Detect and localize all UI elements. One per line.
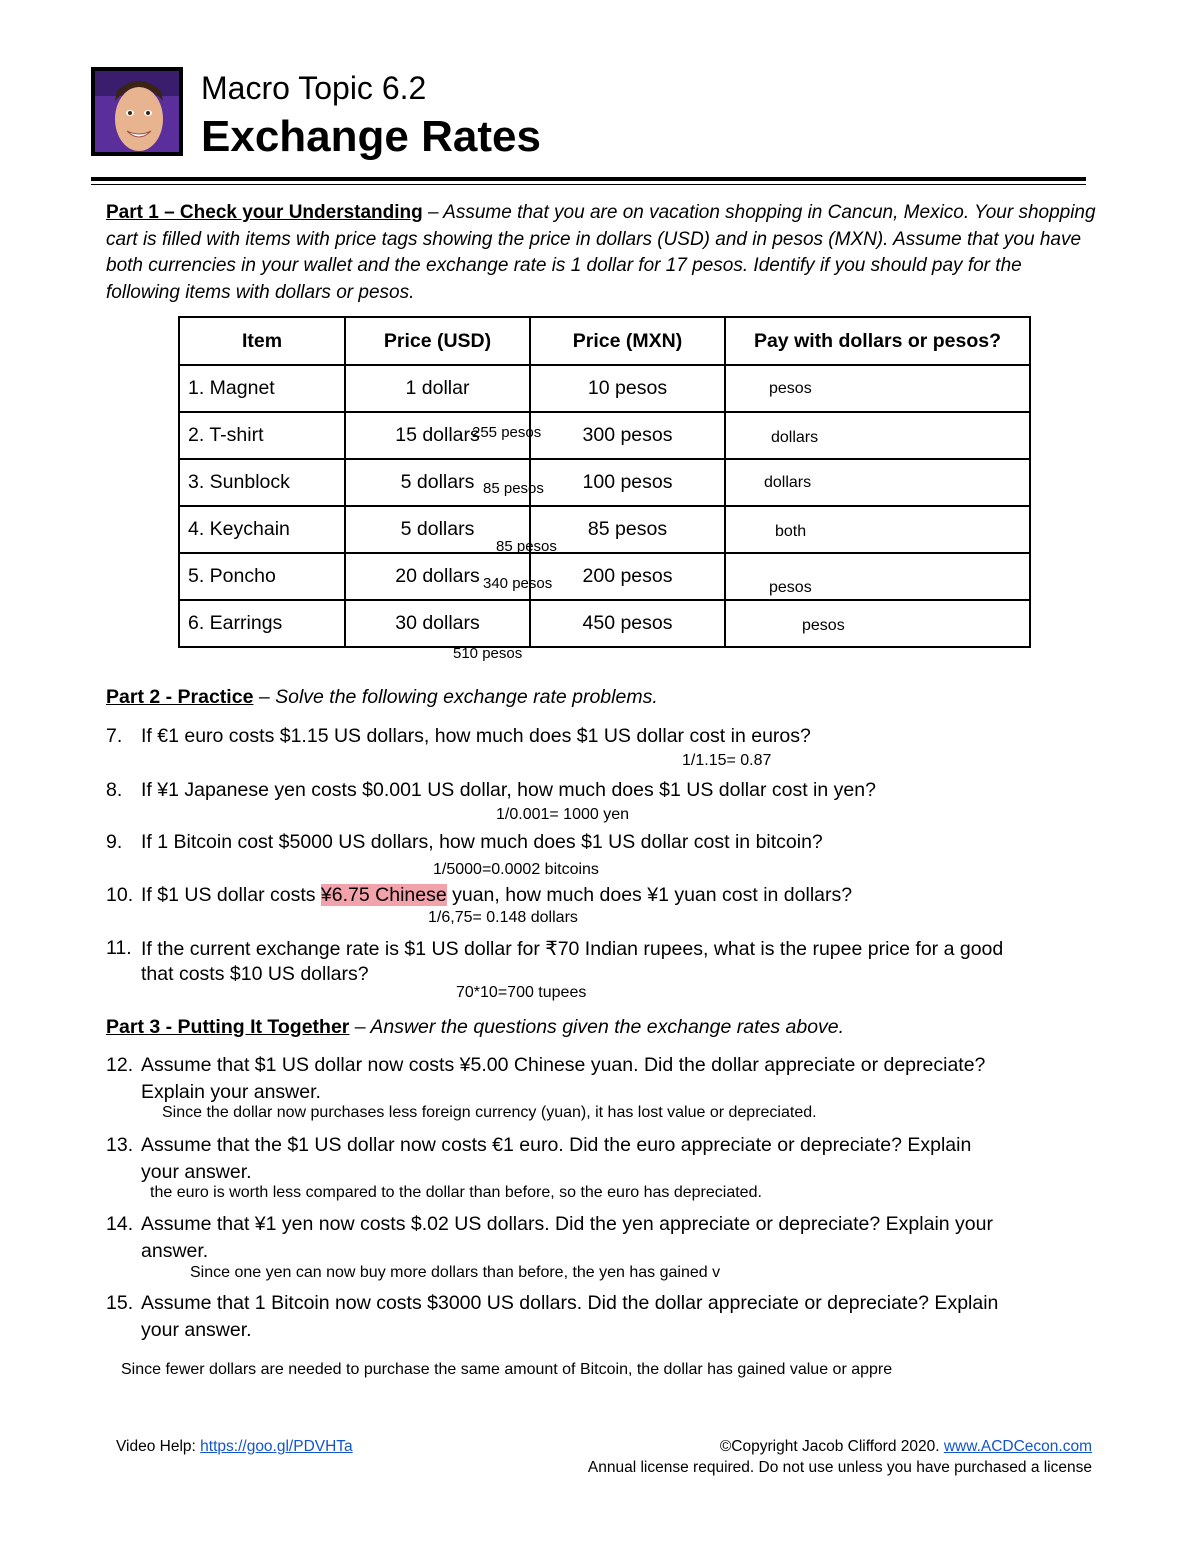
cell-usd: 5 dollars <box>345 459 530 506</box>
license-note: Annual license required. Do not use unless you have purchased a license <box>587 1459 1092 1476</box>
col-header-usd: Price (USD) <box>345 317 530 365</box>
video-help <box>116 1438 353 1456</box>
q15-answer: Since fewer dollars are needed to purchase the same amount of Bitcoin, the dollar has gained value or appre <box>121 1361 893 1378</box>
q12-line2: Explain your answer. <box>141 1081 321 1103</box>
q9-text: If 1 Bitcoin cost $5000 US dollars, how much does $1 US dollar cost in bitcoin? <box>141 831 823 853</box>
q14-line2: answer. <box>141 1240 209 1262</box>
q10-post: yuan, how much does ¥1 yuan cost in dollars? <box>446 884 853 906</box>
q14-line1: Assume that ¥1 yen now costs $.02 US dollars. Did the yen appreciate or depreciate? Explain your <box>141 1213 993 1235</box>
cell-item: 1. Magnet <box>179 365 345 412</box>
table-row <box>179 412 1030 459</box>
q12-line1: Assume that $1 US dollar now costs ¥5.00 Chinese yuan. Did the dollar appreciate or depreciate? <box>141 1054 986 1076</box>
q7-number: 7. <box>106 725 123 747</box>
part2-text: – Solve the following exchange rate problems. <box>253 686 658 708</box>
copyright-text: ©Copyright Jacob Clifford 2020. <box>719 1438 944 1455</box>
q10-number: 10. <box>106 884 134 906</box>
q15-line1: Assume that 1 Bitcoin now costs $3000 US dollars. Did the dollar appreciate or depreciate? Explain <box>141 1292 999 1314</box>
answer-row4: both <box>775 523 807 540</box>
header-divider-thin <box>91 184 1086 185</box>
part1-heading: Part 1 – Check your Understanding <box>106 202 423 223</box>
video-help-link[interactable]: https://goo.gl/PDVHTa <box>200 1438 353 1455</box>
q14-answer: Since one yen can now buy more dollars than before, the yen has gained v <box>190 1264 721 1281</box>
cell-item: 5. Poncho <box>179 553 345 600</box>
cell-item: 6. Earrings <box>179 600 345 647</box>
note-row6: 510 pesos <box>453 645 523 662</box>
cell-answer <box>725 506 1030 553</box>
cell-answer <box>725 600 1030 647</box>
answer-row5: pesos <box>769 579 812 596</box>
cell-mxn: 300 pesos <box>530 412 725 459</box>
cell-mxn: 10 pesos <box>530 365 725 412</box>
copyright <box>720 1438 1092 1456</box>
part2-header <box>106 686 658 709</box>
q14-number: 14. <box>106 1213 134 1235</box>
cell-usd: 5 dollars <box>345 506 530 553</box>
table-row <box>179 553 1030 600</box>
q11-line2: that costs $10 US dollars? <box>141 963 369 985</box>
q7-work: 1/1.15= 0.87 <box>682 752 772 769</box>
answer-row1: pesos <box>769 380 812 397</box>
cell-usd: 1 dollar <box>345 365 530 412</box>
part2-heading: Part 2 - Practice <box>106 686 254 708</box>
part1-instructions <box>106 200 1096 306</box>
q10-pre: If $1 US dollar costs <box>141 884 321 906</box>
author-face-image <box>95 71 179 152</box>
q13-answer: the euro is worth less compared to the dollar than before, so the euro has depreciated. <box>150 1184 762 1201</box>
cell-item: 2. T-shirt <box>179 412 345 459</box>
q15-line2: your answer. <box>141 1319 252 1341</box>
q10-highlight: ¥6.75 Chinese <box>320 884 447 906</box>
q13-number: 13. <box>106 1134 134 1156</box>
q13-line1: Assume that the $1 US dollar now costs €1 euro. Did the euro appreciate or depreciate? Explain <box>141 1134 972 1156</box>
note-row4: 85 pesos <box>496 538 557 555</box>
note-row5: 340 pesos <box>483 575 553 592</box>
table-row <box>179 459 1030 506</box>
col-header-item: Item <box>179 317 345 365</box>
topic-label: Macro Topic 6.2 <box>201 70 427 106</box>
table-row <box>179 600 1030 647</box>
table-row <box>179 365 1030 412</box>
cell-usd: 30 dollars <box>345 600 530 647</box>
cell-mxn: 200 pesos <box>530 553 725 600</box>
part3-text: – Answer the questions given the exchange rates above. <box>349 1016 845 1038</box>
note-row3: 85 pesos <box>483 480 544 497</box>
table-header-row <box>179 317 1030 365</box>
q10-work: 1/6,75= 0.148 dollars <box>428 909 578 926</box>
col-header-pay: Pay with dollars or pesos? <box>725 317 1030 365</box>
author-photo <box>91 67 183 156</box>
cell-item: 3. Sunblock <box>179 459 345 506</box>
q11-work: 70*10=700 tupees <box>456 984 587 1001</box>
cell-mxn: 100 pesos <box>530 459 725 506</box>
page-title: Exchange Rates <box>201 112 541 161</box>
q12-number: 12. <box>106 1054 134 1076</box>
answer-row6: pesos <box>802 617 845 634</box>
table-row <box>179 506 1030 553</box>
q8-work: 1/0.001= 1000 yen <box>496 806 630 823</box>
part3-header <box>106 1016 844 1039</box>
part1-text: – Assume that you are on vacation shopping in Cancun, Mexico. Your shopping cart is filled with items with price tags showing the price in dollars (USD) and in pesos (MXN). Assume that you have both currencies in your wallet and the exchange rate is 1 dollar for 17 pesos. Identify if you should pay for the following items with dollars or pesos. <box>106 202 1096 303</box>
cell-mxn: 85 pesos <box>530 506 725 553</box>
q7-text: If €1 euro costs $1.15 US dollars, how much does $1 US dollar cost in euros? <box>141 725 811 747</box>
q9-work: 1/5000=0.0002 bitcoins <box>433 861 599 878</box>
q12-answer: Since the dollar now purchases less foreign currency (yuan), it has lost value or depreciated. <box>162 1104 817 1121</box>
q15-number: 15. <box>106 1292 134 1314</box>
answer-row2: dollars <box>771 429 819 446</box>
q13-line2: your answer. <box>141 1161 252 1183</box>
col-header-mxn: Price (MXN) <box>530 317 725 365</box>
exchange-table <box>178 316 1031 648</box>
video-help-label: Video Help: <box>116 1438 201 1455</box>
q8-text: If ¥1 Japanese yen costs $0.001 US dollar, how much does $1 US dollar cost in yen? <box>141 779 876 801</box>
header-divider <box>91 177 1086 181</box>
cell-usd: 20 dollars <box>345 553 530 600</box>
cell-item: 4. Keychain <box>179 506 345 553</box>
site-link[interactable]: www.ACDCecon.com <box>943 1438 1092 1455</box>
part3-heading: Part 3 - Putting It Together <box>106 1016 350 1038</box>
q11-number: 11. <box>106 937 132 959</box>
cell-usd: 15 dollars <box>345 412 530 459</box>
cell-mxn: 450 pesos <box>530 600 725 647</box>
q9-number: 9. <box>106 831 123 853</box>
q8-number: 8. <box>106 779 123 801</box>
q10-text <box>141 884 852 907</box>
note-row2: 255 pesos <box>472 424 542 441</box>
q11-line1: If the current exchange rate is $1 US dollar for ₹70 Indian rupees, what is the rupee price for a good <box>141 938 1004 960</box>
answer-row3: dollars <box>764 474 812 491</box>
